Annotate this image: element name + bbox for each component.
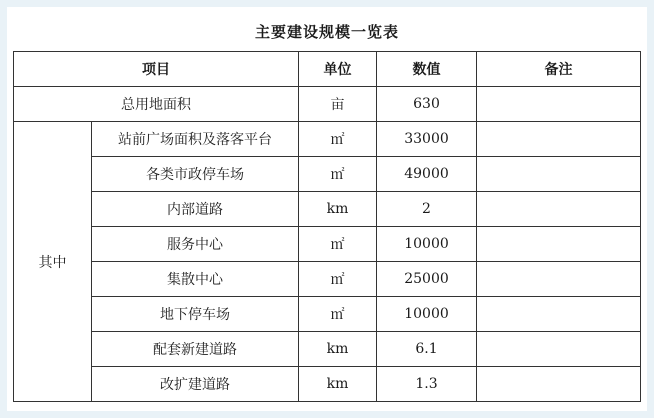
row-value: 10000 — [377, 227, 477, 262]
header-value: 数值 — [377, 52, 477, 87]
row-note — [477, 157, 641, 192]
header-unit: 单位 — [299, 52, 377, 87]
row-unit: km — [299, 192, 377, 227]
table-row — [14, 227, 641, 262]
row-note — [477, 262, 641, 297]
total-row — [14, 87, 641, 122]
table-row — [14, 332, 641, 367]
row-value: 49000 — [377, 157, 477, 192]
row-note — [477, 192, 641, 227]
construction-scale-table — [13, 51, 641, 402]
table-row — [14, 262, 641, 297]
header-item: 项目 — [14, 52, 299, 87]
row-note — [477, 332, 641, 367]
row-value: 2 — [377, 192, 477, 227]
row-note — [477, 297, 641, 332]
total-value: 630 — [377, 87, 477, 122]
row-unit: km — [299, 332, 377, 367]
header-row — [14, 52, 641, 87]
header-note: 备注 — [477, 52, 641, 87]
row-item: 集散中心 — [92, 262, 299, 297]
table-row — [14, 122, 641, 157]
total-unit: 亩 — [299, 87, 377, 122]
document-page — [7, 7, 647, 411]
row-item: 地下停车场 — [92, 297, 299, 332]
row-unit: ㎡ — [299, 297, 377, 332]
row-value: 6.1 — [377, 332, 477, 367]
row-value: 33000 — [377, 122, 477, 157]
row-unit: km — [299, 367, 377, 402]
row-value: 10000 — [377, 297, 477, 332]
row-unit: ㎡ — [299, 262, 377, 297]
row-note — [477, 227, 641, 262]
row-item: 站前广场面积及落客平台 — [92, 122, 299, 157]
row-unit: ㎡ — [299, 122, 377, 157]
row-item: 配套新建道路 — [92, 332, 299, 367]
row-note — [477, 367, 641, 402]
table-row — [14, 367, 641, 402]
group-label: 其中 — [14, 122, 92, 402]
row-unit: ㎡ — [299, 227, 377, 262]
row-item: 各类市政停车场 — [92, 157, 299, 192]
row-item: 改扩建道路 — [92, 367, 299, 402]
row-item: 服务中心 — [92, 227, 299, 262]
table-row — [14, 192, 641, 227]
total-item: 总用地面积 — [14, 87, 299, 122]
row-value: 1.3 — [377, 367, 477, 402]
total-note — [477, 87, 641, 122]
row-note — [477, 122, 641, 157]
table-row — [14, 297, 641, 332]
row-item: 内部道路 — [92, 192, 299, 227]
table-row — [14, 157, 641, 192]
row-value: 25000 — [377, 262, 477, 297]
table-title: 主要建设规模一览表 — [254, 23, 399, 41]
row-unit: ㎡ — [299, 157, 377, 192]
